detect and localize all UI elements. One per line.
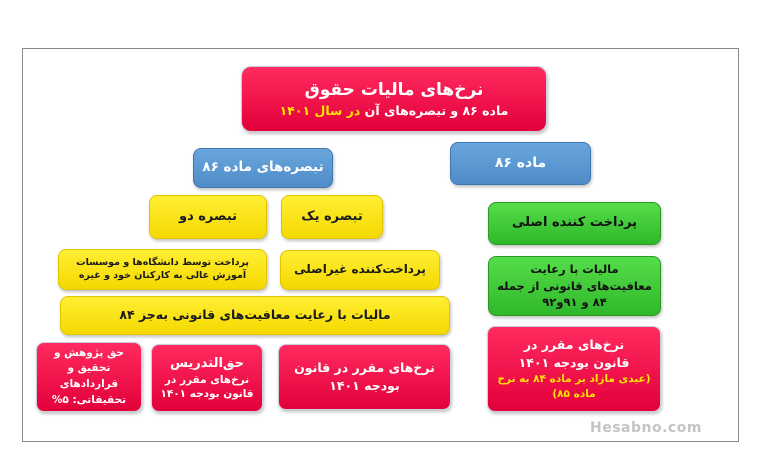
article86-rates-line2: قانون بودجه ۱۴۰۱: [518, 354, 630, 370]
universities-box: [58, 249, 267, 290]
article86-tax-label: مالیات با رعایت معافیت‌های قانونی از جمله ۸۴ و ۹۱و۹۲: [497, 261, 652, 310]
notes86-label: تبصره‌های ماده ۸۶: [202, 159, 324, 176]
universities-label: پرداخت توسط دانشگاه‌ها و موسسات آموزش عالی به کارکنان خود و غیره: [76, 256, 249, 281]
tax-except84-box: [60, 296, 450, 335]
title-box: [241, 66, 547, 132]
article86-rates-line1: نرخ‌های مقرر در: [523, 336, 625, 352]
note-one-box: [281, 195, 383, 239]
note-one-rates-label: نرخ‌های مقرر در قانون بودجه ۱۴۰۱: [294, 359, 435, 393]
article86-rates-box: [487, 326, 661, 412]
non-main-payer-label: پرداخت‌کننده غیراصلی: [294, 262, 426, 277]
watermark: Hesabno.com: [590, 420, 702, 436]
article86-label: ماده ۸۶: [494, 155, 547, 172]
article86-rates-note: (عیدی مازاد بر ماده ۸۴ به نرخ ماده ۸۵): [497, 372, 651, 401]
diagram-subtitle: [280, 102, 509, 120]
tax-except84-label: مالیات با رعایت معافیت‌های قانونی به‌جز ۸۴: [119, 307, 391, 323]
research-box: [36, 342, 142, 412]
note-two-box: [149, 195, 267, 239]
diagram-title: نرخ‌های مالیات حقوق: [304, 79, 484, 100]
non-main-payer-box: [280, 250, 440, 290]
teaching-body: نرخ‌های مقرر در قانون بودجه ۱۴۰۱: [160, 373, 254, 400]
note-two-label: تبصره دو: [178, 208, 238, 224]
research-label: حق پژوهش و تحقیق و قراردادهای تحقیقاتی: ۵%: [51, 346, 127, 406]
note-one-rates-box: [278, 344, 451, 410]
subtitle-year: در سال ۱۴۰۱: [279, 103, 361, 119]
main-payer-box: [488, 202, 661, 245]
article86-node: [450, 142, 591, 185]
notes86-node: [193, 148, 333, 188]
main-payer-label: پرداخت کننده اصلی: [511, 215, 638, 231]
subtitle-text: ماده ۸۶ و تبصره‌های آن: [364, 103, 509, 119]
teaching-title: حق‌التدریس: [170, 356, 244, 372]
note-one-label: تبصره یک: [301, 208, 363, 224]
article86-tax-box: [488, 256, 661, 316]
teaching-box: [151, 344, 263, 412]
